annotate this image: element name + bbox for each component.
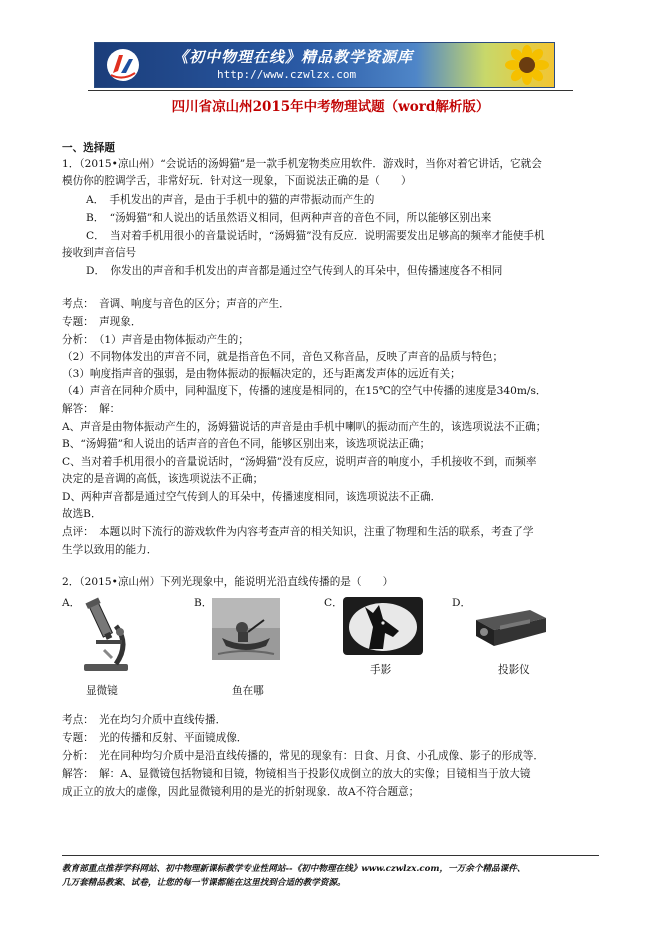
q1-answer-c-line2: 决定的是音调的高低，该选项说法不正确； — [62, 473, 264, 485]
q1-option-c-line2: 接收到声音信号 — [62, 247, 137, 259]
q1-stem-line1: 1．（2015•凉山州）“会说话的汤姆猫”是一款手机宠物类应用软件．游戏时，当你对着它讲话，它就会 — [62, 158, 542, 170]
site-banner — [94, 42, 555, 88]
banner-title: 《初中物理在线》精品教学资源库 — [173, 48, 414, 66]
footer-rule — [62, 855, 599, 856]
q2-jieda-line1: 解答： 解：A、显微镜包括物镜和目镜，物镜相当于投影仪成倒立的放大的实像；目镜相当于放大镜 — [62, 768, 531, 780]
q1-stem-line2: 模仿你的腔调学舌，非常好玩．针对这一现象，下面说法正确的是（ ） — [62, 175, 412, 187]
q2-caption-d: 投影仪 — [498, 664, 530, 676]
q1-fenxi-3: （3）响度指声音的强弱，是由物体振动的振幅决定的，还与距离发声体的远近有关； — [62, 368, 461, 380]
q1-answer-b: B、“汤姆猫”和人说出的话声音的音色不同，能够区别出来，该选项说法正确； — [62, 438, 431, 450]
q1-option-d: D． 你发出的声音和手机发出的声音都是通过空气传到人的耳朵中，但传播速度各不相同 — [86, 265, 503, 277]
q2-caption-b: 鱼在哪 — [232, 685, 264, 697]
q2-letter-b: B． — [194, 597, 213, 609]
section-heading: 一、选择题 — [62, 142, 115, 154]
q1-answer-d: D、两种声音都是通过空气传到人的耳朵中，传播速度相同，该选项说法不正确． — [62, 491, 442, 503]
q2-jieda-line2: 成正立的放大的虚像，因此显微镜利用的是光的折射现象．故A不符合题意； — [62, 786, 420, 798]
q1-conclusion: 故选B． — [62, 508, 102, 520]
q1-zhuanti: 专题： 声现象． — [62, 316, 142, 328]
q2-zhuanti: 专题： 光的传播和反射、平面镜成像． — [62, 732, 248, 744]
sunflower-icon — [504, 45, 550, 85]
fish-photo-image — [212, 598, 280, 660]
q2-stem: 2．（2015•凉山州）下列光现象中，能说明光沿直线传播的是（ ） — [62, 576, 394, 588]
q1-option-c-line1: C． 当对着手机用很小的音量说话时，“汤姆猫”没有反应．说明需要发出足够高的频率才能使手机 — [86, 230, 545, 242]
microscope-image — [76, 596, 136, 674]
q1-option-a: A． 手机发出的声音，是由于手机中的猫的声带振动而产生的 — [86, 194, 375, 206]
footer-line1: 教育部重点推荐学科网站、初中物理新课标教学专业性网站--《初中物理在线》www.czwlzx.com，一万余个精品课件、 — [62, 864, 526, 874]
q1-fenxi-2: （2）不同物体发出的声音不同，就是指音色不同，音色又称音品，反映了声音的品质与特色； — [62, 351, 504, 363]
q2-caption-c: 手影 — [370, 664, 392, 676]
q1-dianping-line1: 点评： 本题以时下流行的游戏软件为内容考查声音的相关知识，注重了物理和生活的联系，考查了学 — [62, 526, 534, 538]
q1-answer-c-line1: C、当对着手机用很小的音量说话时，“汤姆猫”没有反应，说明声音的响度小，手机接收不到，而频率 — [62, 456, 537, 468]
q2-caption-a: 显微镜 — [86, 685, 118, 697]
q1-jieda: 解答： 解： — [62, 403, 121, 415]
q2-letter-c: C． — [324, 597, 343, 609]
q2-letter-a: A． — [62, 597, 81, 609]
q2-letter-d: D． — [452, 597, 472, 609]
q1-answer-a: A、声音是由物体振动产生的，汤姆猫说话的声音是由手机中喇叭的振动而产生的，该选项说法不正确； — [62, 421, 547, 433]
q1-fenxi-1: 分析： （1）声音是由物体振动产生的； — [62, 334, 249, 346]
banner-url[interactable]: http://www.czwlzx.com — [217, 68, 357, 81]
q2-fenxi: 分析： 光在同种均匀介质中是沿直线传播的，常见的现象有：日食、月食、小孔成像、影子的形成等． — [62, 750, 545, 762]
q1-dianping-line2: 生学以致用的能力． — [62, 544, 158, 556]
header-rule — [88, 90, 573, 91]
hand-shadow-image — [343, 597, 423, 655]
document-title: 四川省凉山州2015年中考物理试题（word解析版） — [171, 99, 490, 115]
footer-line2: 几万套精品教案、试卷，让您的每一节课都能在这里找到合适的教学资源。 — [62, 878, 346, 888]
q2-kaodian: 考点： 光在均匀介质中直线传播． — [62, 714, 227, 726]
q1-fenxi-4: （4）声音在同种介质中，同种温度下，传播的速度是相同的，在15℃的空气中传播的速度是340m/s． — [62, 385, 547, 397]
q1-option-b: B． “汤姆猫”和人说出的话虽然语义相同，但两种声音的音色不同，所以能够区别出来 — [86, 212, 492, 224]
projector-image — [470, 600, 550, 652]
q1-kaodian: 考点： 音调、响度与音色的区分；声音的产生． — [62, 298, 290, 310]
site-logo-icon — [105, 47, 141, 83]
